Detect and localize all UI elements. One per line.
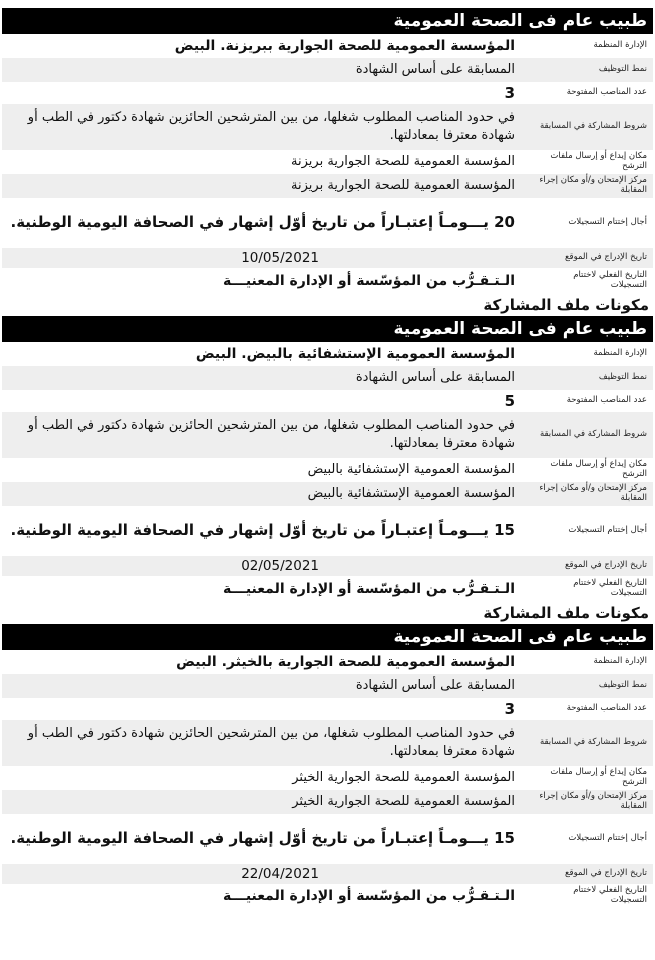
listing-2: [0, 316, 655, 624]
label-administration: الإدارة المنظمة: [593, 348, 647, 359]
value-conditions: في حدود المناصب المطلوب شغلها، من بين المترشحين الحائزين شهادة دكتور في الطب أو شهادة معترفا بمعادلتها.: [27, 110, 515, 143]
value-exam-center: المؤسسة العمومية للصحة الجوارية الخيثر: [292, 794, 515, 810]
row-deadline: [2, 198, 653, 248]
value-administration: المؤسسة العمومية الإستشفائية بالبيض. البيض: [195, 345, 515, 362]
value-conditions: في حدود المناصب المطلوب شغلها، من بين المترشحين الحائزين شهادة دكتور في الطب أو شهادة معترفا بمعادلتها.: [27, 418, 515, 451]
listing-title: طبيب عام فى الصحة العمومية: [2, 316, 653, 342]
row-recruitment-type: [2, 58, 653, 82]
value-administration: المؤسسة العمومية للصحة الجوارية بالخيثر. البيض: [176, 653, 515, 670]
row-actual-closing: [2, 884, 653, 908]
label-posting-date: تاريخ الإدراج في الموقع: [565, 560, 647, 571]
value-deposit-place: المؤسسة العمومية للصحة الجوارية الخيثر: [292, 770, 515, 786]
label-deposit-place: مكان إيداع أو إرسال ملفات الترشح: [550, 151, 647, 171]
row-administration: [2, 650, 653, 674]
row-positions: [2, 698, 653, 720]
label-actual-closing: التاريخ الفعلي لاختتام التسجيلات: [573, 578, 647, 598]
row-posting-date: [2, 864, 653, 884]
value-deposit-place: المؤسسة العمومية للصحة الجوارية بريزنة: [291, 154, 515, 170]
label-deadline: أجال إختتام التسجيلات: [568, 833, 647, 844]
value-actual-closing: الـتـقـرُّب من المؤسّسة أو الإدارة المعنيـــة: [223, 580, 515, 597]
label-conditions: شروط المشاركة في المسابقة: [539, 737, 647, 748]
label-posting-date: تاريخ الإدراج في الموقع: [565, 252, 647, 263]
label-deposit-place: مكان إيداع أو إرسال ملفات الترشح: [550, 459, 647, 479]
row-deadline: [2, 814, 653, 864]
value-positions: 5: [504, 391, 515, 410]
row-positions: [2, 390, 653, 412]
section-title: مكونات ملف المشاركة: [483, 604, 649, 622]
row-exam-center: [2, 790, 653, 814]
label-administration: الإدارة المنظمة: [593, 40, 647, 51]
label-recruitment-type: نمط التوظيف: [598, 372, 647, 383]
row-deposit-place: [2, 458, 653, 482]
value-posting-date: 22/04/2021: [241, 865, 319, 882]
listing-title: طبيب عام فى الصحة العمومية: [2, 624, 653, 650]
label-deposit-place: مكان إيداع أو إرسال ملفات الترشح: [550, 767, 647, 787]
listing-1: [0, 8, 655, 316]
value-positions: 3: [504, 83, 515, 102]
value-exam-center: المؤسسة العمومية الإستشفائية بالبيض: [307, 486, 515, 502]
row-deadline: [2, 506, 653, 556]
value-administration: المؤسسة العمومية للصحة الجوارية ببريزنة. البيض: [174, 37, 515, 54]
label-positions: عدد المناصب المفتوحة: [566, 395, 647, 406]
value-actual-closing: الـتـقـرُّب من المؤسّسة أو الإدارة المعنيـــة: [223, 272, 515, 289]
row-actual-closing: [2, 576, 653, 602]
listing-3: [0, 624, 655, 908]
label-actual-closing: التاريخ الفعلي لاختتام التسجيلات: [573, 885, 647, 905]
row-positions: [2, 82, 653, 104]
row-conditions: [2, 104, 653, 150]
row-recruitment-type: [2, 674, 653, 698]
label-posting-date: تاريخ الإدراج في الموقع: [565, 868, 647, 879]
label-recruitment-type: نمط التوظيف: [598, 680, 647, 691]
label-deadline: أجال إختتام التسجيلات: [568, 525, 647, 536]
value-deadline: 15 يـــومـاً إعتبـاراً من تاريخ أوّل إشهار في الصحافة اليومية الوطنية.: [10, 521, 515, 540]
label-conditions: شروط المشاركة في المسابقة: [539, 121, 647, 132]
value-recruitment-type: المسابقة على أساس الشهادة: [355, 678, 515, 694]
value-posting-date: 02/05/2021: [241, 557, 319, 574]
label-deadline: أجال إختتام التسجيلات: [568, 217, 647, 228]
row-exam-center: [2, 482, 653, 506]
value-recruitment-type: المسابقة على أساس الشهادة: [355, 370, 515, 386]
label-conditions: شروط المشاركة في المسابقة: [539, 429, 647, 440]
row-conditions: [2, 412, 653, 458]
value-recruitment-type: المسابقة على أساس الشهادة: [355, 62, 515, 78]
row-administration: [2, 342, 653, 366]
row-deposit-place: [2, 150, 653, 174]
value-deadline: 20 يـــومـاً إعتبـاراً من تاريخ أوّل إشهار في الصحافة اليومية الوطنية.: [10, 213, 515, 232]
row-posting-date: [2, 248, 653, 268]
section-title: مكونات ملف المشاركة: [483, 296, 649, 314]
label-administration: الإدارة المنظمة: [593, 656, 647, 667]
label-positions: عدد المناصب المفتوحة: [566, 87, 647, 98]
listing-title: طبيب عام فى الصحة العمومية: [2, 8, 653, 34]
label-exam-center: مركز الإمتحان و/أو مكان إجراء المقابلة: [539, 175, 647, 195]
label-positions: عدد المناصب المفتوحة: [566, 703, 647, 714]
value-conditions: في حدود المناصب المطلوب شغلها، من بين المترشحين الحائزين شهادة دكتور في الطب أو شهادة معترفا بمعادلتها.: [27, 726, 515, 759]
row-deposit-place: [2, 766, 653, 790]
value-positions: 3: [504, 699, 515, 718]
row-administration: [2, 34, 653, 58]
label-exam-center: مركز الإمتحان و/أو مكان إجراء المقابلة: [539, 483, 647, 503]
label-recruitment-type: نمط التوظيف: [598, 64, 647, 75]
value-posting-date: 10/05/2021: [241, 249, 319, 266]
row-recruitment-type: [2, 366, 653, 390]
row-conditions: [2, 720, 653, 766]
value-actual-closing: الـتـقـرُّب من المؤسّسة أو الإدارة المعنيـــة: [223, 887, 515, 904]
value-deadline: 15 يـــومـاً إعتبـاراً من تاريخ أوّل إشهار في الصحافة اليومية الوطنية.: [10, 829, 515, 848]
label-actual-closing: التاريخ الفعلي لاختتام التسجيلات: [573, 270, 647, 290]
value-exam-center: المؤسسة العمومية للصحة الجوارية بريزنة: [291, 178, 515, 194]
row-actual-closing: [2, 268, 653, 294]
label-exam-center: مركز الإمتحان و/أو مكان إجراء المقابلة: [539, 791, 647, 811]
row-exam-center: [2, 174, 653, 198]
value-deposit-place: المؤسسة العمومية الإستشفائية بالبيض: [307, 462, 515, 478]
row-posting-date: [2, 556, 653, 576]
